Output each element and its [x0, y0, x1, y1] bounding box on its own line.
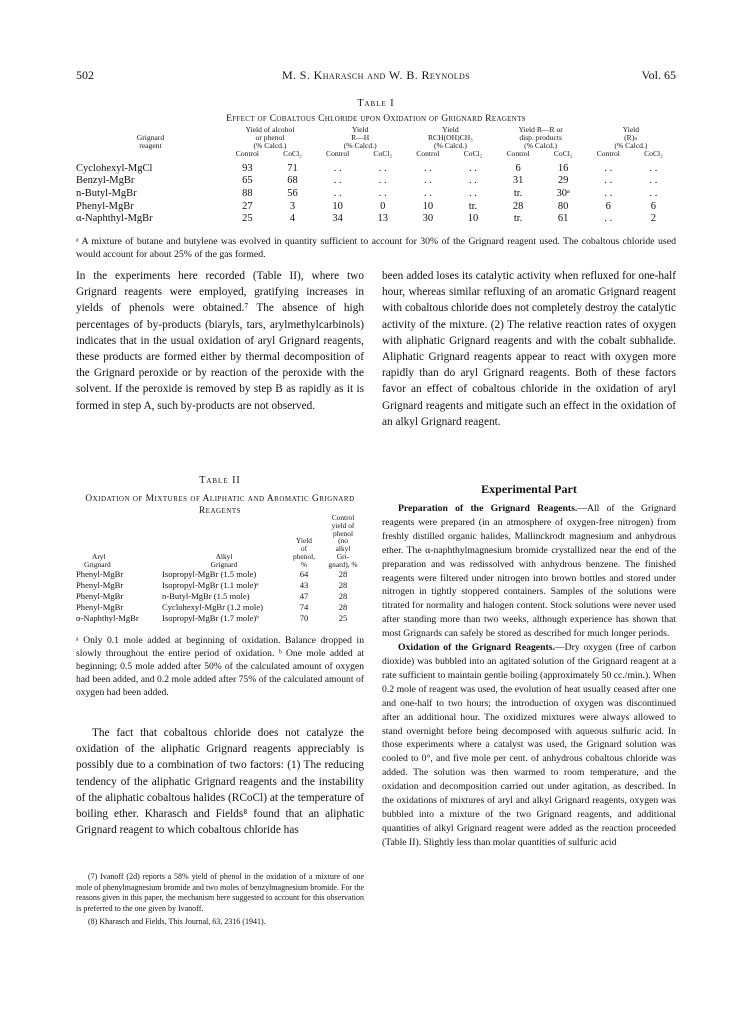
footnote-8: (8) Kharasch and Fields, This Journal, 63, 2316 (1941).	[88, 917, 266, 926]
table2-header-yield: Yield of phenol, %	[293, 536, 315, 569]
right-column-top	[382, 268, 676, 430]
table1-header-polymer: Yield (R)ₙ (% Calcd.)	[614, 125, 648, 150]
table2-header-control: Control yield of phenol (no alkyl Gri- gnard), %	[328, 513, 358, 569]
table2-header-aryl: Aryl Grignard	[84, 551, 111, 569]
table2-label: Table II	[199, 475, 241, 486]
table1-header-carbinol: Yield RCH(OH)CH₃ (% Calcd.)	[427, 125, 473, 150]
paragraph: been added loses its catalytic activity when refluxed for one-half hour, whereas similar refluxing of an aromatic Grignard reagent with cobaltous chloride does not completely destroy the catalytic activity of the mixture. (2) The relative reaction rates of oxygen with aliphatic Grignard reagents and with the cobalt subhalide. Aliphatic Grignard reagents appear to react with oxygen more rapidly than do aryl Grignard reagents. Both of these factors favor an effect of cobaltous chloride in the oxidation of aryl Grignard reagents and mitigate such an effect in the oxidation of an alkyl Grignard reagent.	[382, 270, 676, 428]
table2	[76, 514, 364, 624]
table-row: Phenyl-MgBr Isopropyl-MgBr (1.1 mole)ᵃ 43 28	[76, 580, 348, 591]
table-row: Phenyl-MgBr n-Butyl-MgBr (1.5 mole) 47 28	[76, 591, 348, 602]
table1	[76, 126, 676, 225]
run-in-heading: Oxidation of the Grignard Reagents.	[398, 642, 555, 654]
left-column-top	[76, 268, 364, 414]
volume-label: Vol. 65	[641, 68, 676, 82]
table1-header-reagent: Grignard reagent	[136, 133, 165, 150]
table-row: Phenyl-MgBr 27 3 10 0 10 tr. 28 80 6 6	[76, 200, 657, 212]
table2-header-alkyl: Alkyl Grignard	[210, 551, 238, 569]
left-column-bottom	[76, 725, 364, 838]
page-number: 502	[76, 68, 94, 82]
right-column-experimental	[382, 502, 676, 850]
table-row: n-Butyl-MgBr 88 56 . . . . . . . . tr. 30ᵃ . . . .	[76, 187, 658, 199]
table-row: Cyclohexyl-MgCl 93 71 . . . . . . . . 6 16 . . . .	[76, 162, 658, 174]
section-heading: Experimental Part	[481, 482, 577, 496]
run-in-heading: Preparation of the Grignard Reagents.	[398, 503, 578, 514]
paragraph: Oxidation of the Grignard Reagents.—Dry oxygen (free of carbon dioxide) was bubbled into an agitated solution of the Grignard reagent at a rate sufficient to maintain gentle boiling (approximately 50 cc./min.). When 0.2 mole of reagent was used, the evolution of heat usually ceased after one and one-half to two hours; the introduction of oxygen was discontinued after an additional hour. The oxidized mixtures were always allowed to stand overnight before being decomposed with aqueous sulfuric acid. In those experiments where a catalyst was used, the Grignard solution was cooled to 0°, and five mole per cent. of anhydrous cobaltous chloride was added. The solution was then warmed to room temperature, and the oxidation and decomposition carried out under agitation, as described. In the oxidations of mixtures of aryl and alkyl Grignard reagents, oxygen was bubbled into a mixture of the two Grignard reagents, and additional quantities of alkyl Grignard reagent were added as the reaction proceeded (Table II). Slightly less than molar quantities of sulfuric acid	[382, 642, 676, 848]
table-row: Phenyl-MgBr Cyclohexyl-MgBr (1.2 mole) 74 28	[76, 602, 348, 613]
table2-title: Oxidation of Mixtures of Aliphatic and Aromatic Grignard Reagents	[85, 494, 355, 516]
paragraph: Preparation of the Grignard Reagents.—All of the Grignard reagents were prepared (in an atmosphere of oxygen-free nitrogen) from freshly distilled organic halides, Mallinckrodt magnesium and anhydrous ether. The α-naphthylmagnesium bromide crystallized near the end of the preparation and was redissolved with anhydrous benzene. The finished reagents were filtered under nitrogen into brown bottles and stored under nitrogen in tightly stoppered containers. Samples of the solutions were titrated for normality and halogen content. Stock solutions were never used after standing more than two weeks, although experience has shown that most Grignards can safely be stored as described for much longer periods.	[382, 503, 676, 640]
paragraph: In the experiments here recorded (Table II), where two Grignard reagents were employed, gratifying increases in yields of phenols were obtained.⁷ The absence of high percentages of by-products (biaryls, tars, arylmethylcarbinols) indicates that in the usual oxidation of aryl Grignard reagents, these products are formed either by thermal decomposition of the Grignard peroxide or by reaction of the peroxide with the solvent. If the peroxide is removed by step B as rapidly as it is formed in step A, such by-products are not observed.	[76, 270, 364, 412]
table1-label: Table I	[357, 98, 395, 109]
table-row: α-Naphthyl-MgBr Isopropyl-MgBr (1.7 mole)ᵇ 70 25	[76, 613, 348, 624]
table-row: Phenyl-MgBr Isopropyl-MgBr (1.5 mole) 64 28	[76, 569, 348, 580]
table-row: α-Naphthyl-MgBr 25 4 34 13 30 10 tr. 61 . . 2	[76, 213, 657, 225]
table-row: Benzyl-MgBr 65 68 . . . . . . . . 31 29 . . . .	[76, 175, 658, 187]
table1-footnote: ᵃ A mixture of butane and butylene was evolved in quantity sufficient to account for 30% of the Grignard reagent used. The cobaltous chloride used would account for about 25% of the gas formed.	[76, 236, 676, 260]
table1-header-rh: Yield R—H (% Calcd.)	[343, 125, 377, 150]
table1-subheader-row: Control CoCl₂ Control CoCl₂ Control CoCl₂ Control CoCl₂ Control CoCl₂	[235, 149, 663, 158]
table1-header-rr: Yield R—R or disp. products (% Calcd.)	[518, 125, 563, 150]
table2-footnote: ᵃ Only 0.1 mole added at beginning of oxidation. Balance dropped in slowly throughout the entire period of oxidation. ᵇ One mole added at beginning; 0.5 mole added after 50% of the calculated amount of oxygen had been added, and 0.2 mole added after 75% of the calculated amount of oxygen had been added.	[76, 635, 364, 698]
table1-header-alcohol: Yield of alcohol or phenol (% Calcd.)	[245, 125, 295, 150]
running-head-authors: M. S. Kharasch and W. B. Reynolds	[281, 68, 471, 82]
paragraph: The fact that cobaltous chloride does not catalyze the oxidation of the aliphatic Grignard reagents appreciably is possibly due to a combination of two factors: (1) The reducing tendency of the aliphatic Grignard reagents and the instability of the aliphatic cobaltous halides (RCoCl) at the temperature of boiling ether. Kharasch and Fields⁸ found that an aliphatic Grignard reagent to which cobaltous chloride has	[76, 727, 364, 837]
footnote-7: (7) Ivanoff (2d) reports a 58% yield of phenol in the oxidation of a mixture of one mole of phenylmagnesium bromide and two moles of benzylmagnesium bromide. For the reasons given in this paper, the mechanism here suggested to account for this observation is preferred to the one given by Ivanoff.	[76, 872, 364, 913]
table1-title: Effect of Cobaltous Chloride upon Oxidation of Grignard Reagents	[226, 113, 526, 124]
